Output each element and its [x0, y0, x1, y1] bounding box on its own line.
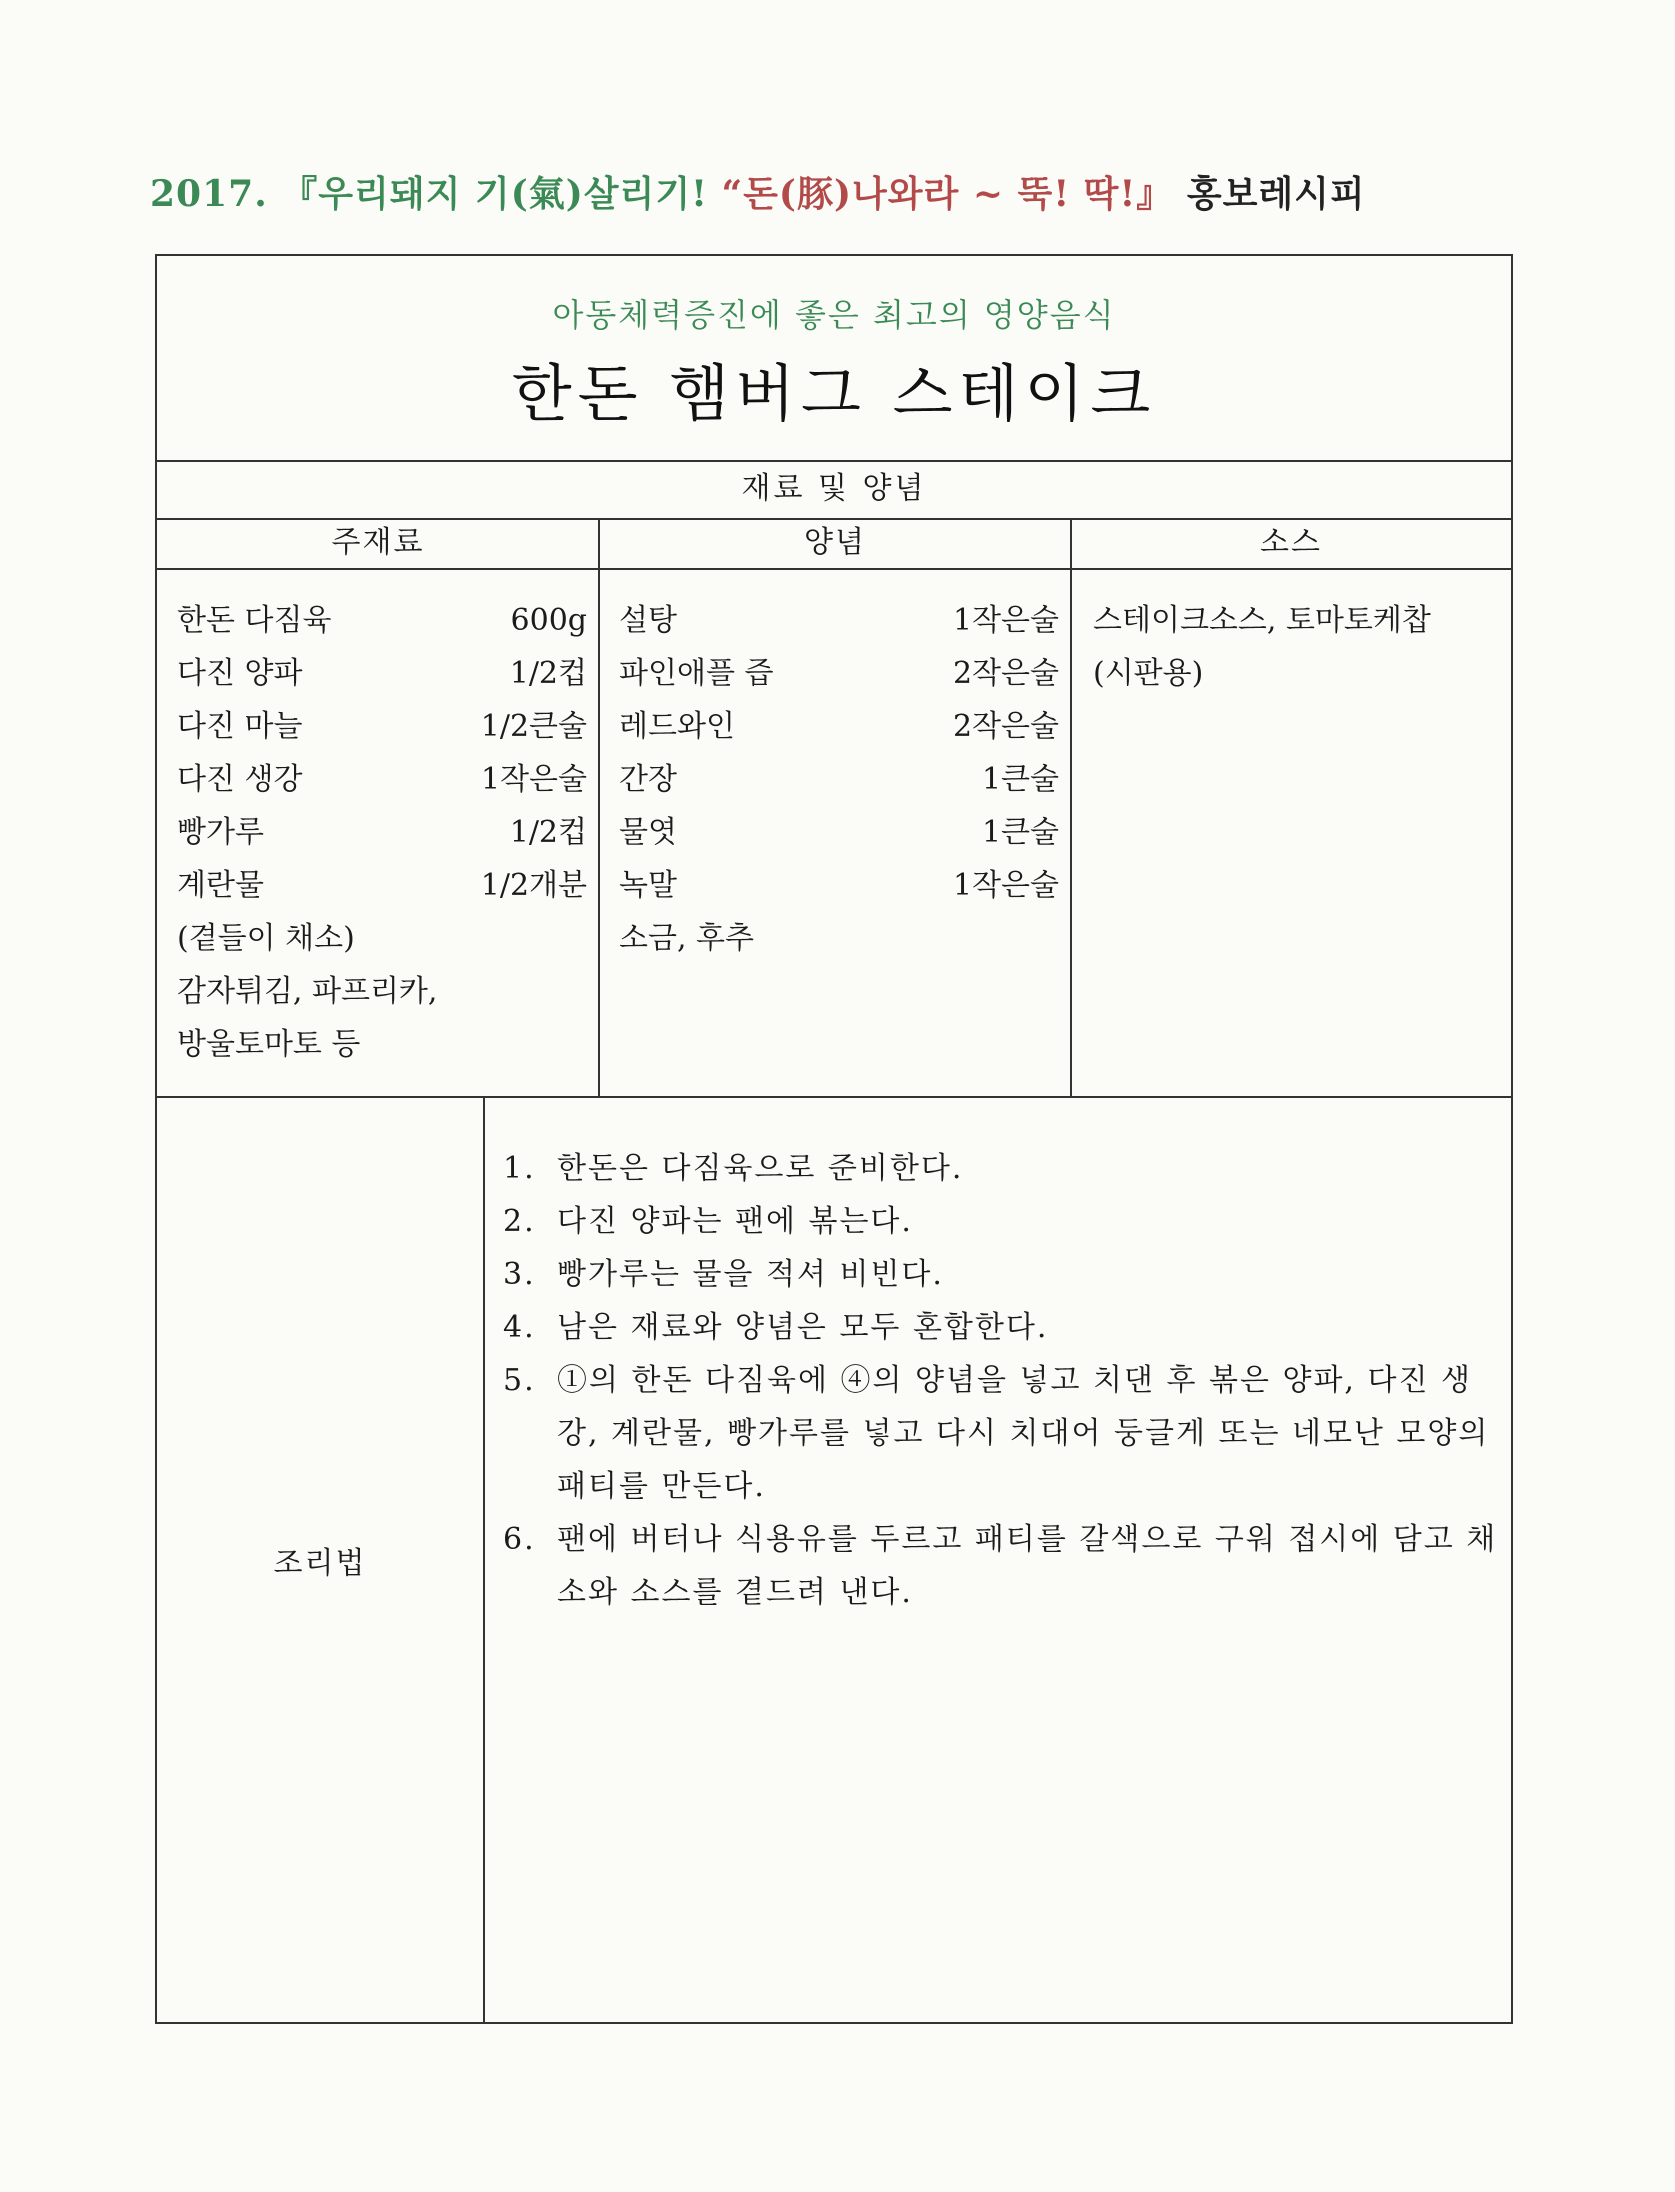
ingredient-name: 빵가루 — [177, 815, 264, 850]
recipe-sheet — [155, 254, 1513, 2024]
seasoning-row — [619, 647, 1059, 700]
method-area — [157, 1096, 1511, 2024]
seasoning-list — [619, 594, 1059, 965]
step-text: 한돈은 다짐육으로 준비한다. — [557, 1151, 964, 1186]
main-ingredients-list — [177, 594, 587, 1071]
ingredient-quantity: 2작은술 — [952, 709, 1059, 744]
column-header-seasoning: 양념 — [804, 525, 866, 560]
method-divider — [483, 1096, 485, 2024]
step-number: 4. — [503, 1310, 536, 1345]
seasoning-row — [619, 806, 1059, 859]
main-ingredient-row — [177, 647, 587, 700]
seasoning-row — [619, 594, 1059, 647]
ingredients-heading: 재료 및 양념 — [157, 460, 1511, 520]
method-step — [503, 1195, 1503, 1248]
method-label: 조리법 — [273, 1546, 367, 1581]
ingredient-name: 레드와인 — [619, 709, 735, 744]
step-text: 남은 재료와 양념은 모두 혼합한다. — [557, 1310, 1049, 1345]
step-number: 3. — [503, 1257, 536, 1292]
method-step — [503, 1513, 1503, 1619]
ingredients-area — [157, 568, 1511, 1098]
method-step — [503, 1301, 1503, 1354]
step-number: 5. — [503, 1363, 536, 1398]
sauce-line: 스테이크소스, 토마토케찹 — [1093, 603, 1431, 638]
seasoning-row — [619, 700, 1059, 753]
ingredient-quantity: 1작은술 — [480, 762, 587, 797]
ingredient-name: 다진 생강 — [177, 762, 303, 797]
sauce-line: (시판용) — [1093, 656, 1204, 691]
step-text: 팬에 버터나 식용유를 두르고 패티를 갈색으로 구워 접시에 담고 채소와 소스를 곁드려 낸다. — [557, 1522, 1498, 1610]
ingredient-name: 감자튀김, 파프리카, — [177, 974, 438, 1009]
step-text: 빵가루는 물을 적셔 비빈다. — [557, 1257, 944, 1292]
ingredient-quantity: 1큰술 — [981, 762, 1059, 797]
ingredient-name: 방울토마토 등 — [177, 1027, 361, 1062]
header-campaign-part1: 『우리돼지 기(氣)살리기! — [281, 173, 708, 215]
main-ingredient-row — [177, 912, 587, 965]
column-header-main: 주재료 — [331, 525, 425, 560]
step-number: 1. — [503, 1151, 536, 1186]
main-ingredient-row — [177, 1018, 587, 1071]
header-suffix: 홍보레시피 — [1186, 173, 1366, 215]
ingredient-name: 녹말 — [619, 868, 677, 903]
ingredient-name: 설탕 — [619, 603, 677, 638]
main-ingredient-row — [177, 753, 587, 806]
step-number: 2. — [503, 1204, 536, 1239]
method-step — [503, 1248, 1503, 1301]
seasoning-row — [619, 859, 1059, 912]
recipe-subtitle: 아동체력증진에 좋은 최고의 영양음식 — [552, 296, 1116, 334]
step-number: 6. — [503, 1522, 536, 1557]
ingredient-quantity: 2작은술 — [952, 656, 1059, 691]
method-step — [503, 1142, 1503, 1195]
sauce-list — [1093, 594, 1493, 700]
step-text: ①의 한돈 다짐육에 ④의 양념을 넣고 치댄 후 볶은 양파, 다진 생강, 계란물, 빵가루를 넣고 다시 치대어 둥글게 또는 네모난 모양의 패티를 만든다. — [557, 1363, 1490, 1504]
method-step — [503, 1354, 1503, 1513]
ingredient-quantity: 600g — [510, 603, 587, 638]
main-ingredient-row — [177, 806, 587, 859]
ingredient-name: 물엿 — [619, 815, 677, 850]
main-ingredient-row — [177, 700, 587, 753]
ingredient-quantity: 1작은술 — [952, 603, 1059, 638]
ingredient-name: (곁들이 채소) — [177, 921, 355, 956]
ingredient-name: 다진 양파 — [177, 656, 303, 691]
column-divider — [598, 518, 600, 1096]
ingredient-column-headers — [157, 518, 1511, 570]
header-year: 2017. — [150, 173, 268, 215]
seasoning-row — [619, 753, 1059, 806]
main-ingredient-row — [177, 965, 587, 1018]
ingredient-name: 다진 마늘 — [177, 709, 303, 744]
ingredient-quantity: 1/2컵 — [509, 656, 587, 691]
ingredient-quantity: 1큰술 — [981, 815, 1059, 850]
campaign-header — [150, 166, 1366, 217]
column-header-sauce: 소스 — [1260, 525, 1322, 560]
step-text: 다진 양파는 팬에 볶는다. — [557, 1204, 913, 1239]
recipe-title: 한돈 햄버그 스테이크 — [511, 357, 1157, 430]
main-ingredient-row — [177, 859, 587, 912]
header-campaign-part2: “돈(豚)나와라 ~ 뚝! 딱!』 — [721, 173, 1174, 215]
ingredient-quantity: 1/2개분 — [480, 868, 587, 903]
ingredient-name: 소금, 후추 — [619, 921, 754, 956]
ingredient-quantity: 1/2컵 — [509, 815, 587, 850]
ingredient-name: 계란물 — [177, 868, 264, 903]
ingredient-quantity: 1작은술 — [952, 868, 1059, 903]
method-steps — [503, 1142, 1503, 1619]
ingredient-name: 간장 — [619, 762, 677, 797]
ingredient-name: 파인애플 즙 — [619, 656, 774, 691]
seasoning-row — [619, 912, 1059, 965]
column-divider — [1070, 518, 1072, 1096]
ingredient-name: 한돈 다짐육 — [177, 603, 332, 638]
main-ingredient-row — [177, 594, 587, 647]
ingredient-quantity: 1/2큰술 — [480, 709, 587, 744]
title-block — [157, 256, 1511, 462]
